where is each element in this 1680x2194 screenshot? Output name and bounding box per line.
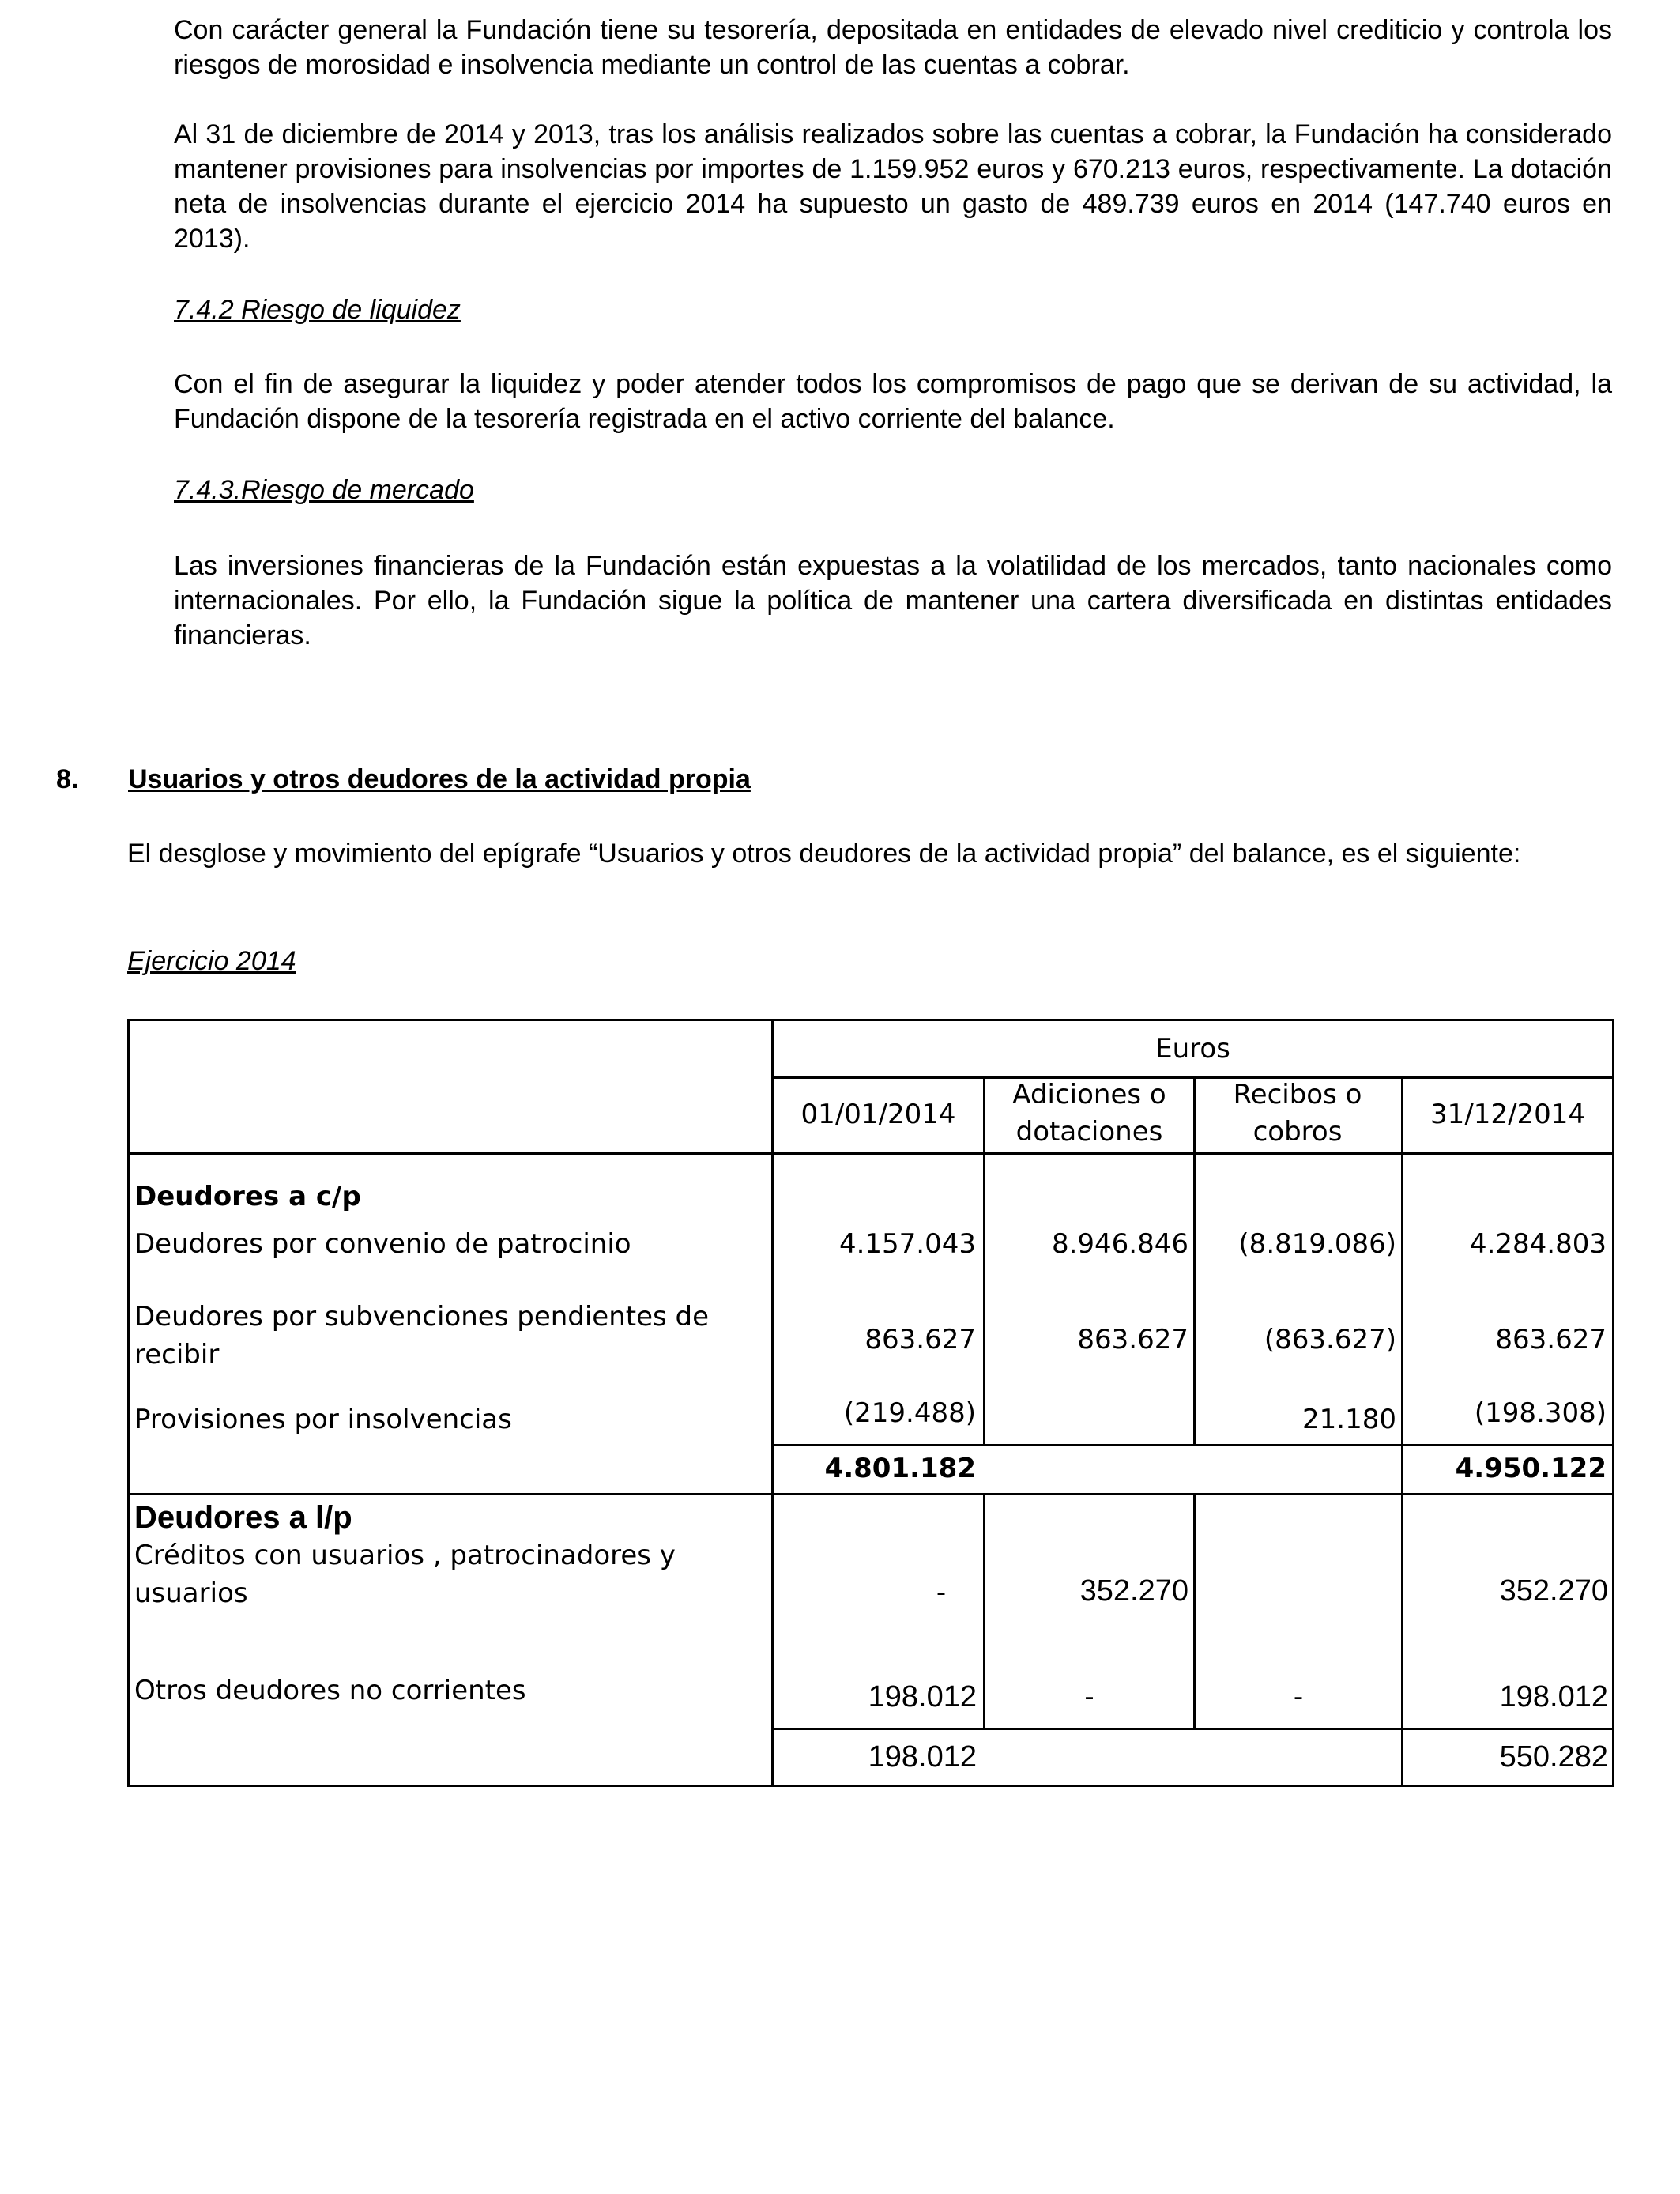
header-col-opening: 01/01/2014 [800, 1099, 956, 1130]
cp-row1-receipts: (8.819.086) [1238, 1228, 1396, 1260]
cp-row1-closing: 4.284.803 [1469, 1228, 1607, 1260]
section-number: 8. [56, 764, 79, 794]
cp-row2-closing: 863.627 [1495, 1324, 1607, 1355]
col3-left-line-header [1193, 1076, 1196, 1152]
header-euros: Euros [1155, 1033, 1230, 1065]
cp-row1-additions: 8.946.846 [1051, 1228, 1188, 1260]
debtors-table [127, 1019, 1614, 1787]
cp-section-title: Deudores a c/p [134, 1181, 361, 1212]
lp-subtotal-top-line [771, 1728, 1614, 1730]
cp-total-closing: 4.950.122 [1455, 1453, 1607, 1484]
table-border-left [127, 1019, 130, 1787]
lp-row2-label: Otros deudores no corrientes [134, 1675, 526, 1706]
lp-row2-opening: 198.012 [868, 1680, 977, 1713]
cp-row2-receipts: (863.627) [1264, 1324, 1396, 1355]
lp-total-closing: 550.282 [1499, 1740, 1608, 1774]
ejercicio-label: Ejercicio 2014 [127, 946, 296, 976]
section-8-heading [56, 762, 925, 797]
header-col-receipts: Recibos o cobros [1233, 1079, 1362, 1148]
lp-row1-additions: 352.270 [1079, 1574, 1188, 1608]
header-col-closing: 31/12/2014 [1430, 1099, 1585, 1130]
cp-row1-opening: 4.157.043 [838, 1228, 976, 1260]
cp-row2-label: Deudores por subvenciones pendientes de recibir [134, 1301, 710, 1370]
subheading-market-risk: 7.4.3.Riesgo de mercado [174, 475, 474, 505]
cp-row3-receipts: 21.180 [1302, 1404, 1396, 1435]
paragraph-market: Las inversiones financieras de la Fundación están expuestas a la volatilidad de los mercados, tanto nacionales como internacionales. Por ello, la Fundación sigue la política de mantener una cartera diversificada en distintas entidades financieras. [174, 551, 1612, 650]
table-border-right [1612, 1019, 1614, 1787]
lp-total-opening: 198.012 [868, 1740, 977, 1774]
paragraph-liquidity: Con el fin de asegurar la liquidez y poder atender todos los compromisos de pago que se derivan de su actividad, la Fundación dispone de la tesorería registrada en el activo corriente del balance. [174, 369, 1612, 434]
cp-row3-opening: (219.488) [843, 1397, 976, 1429]
cp-section-bottom-line [127, 1493, 1614, 1495]
table-border-bottom [127, 1785, 1614, 1787]
paragraph-credit-risk: Con carácter general la Fundación tiene su tesorería, depositada en entidades de elevado nivel crediticio y controla los riesgos de morosidad e insolvencia mediante un control de las cuentas a cobrar. [174, 15, 1612, 80]
lp-row1-closing: 352.270 [1499, 1574, 1608, 1608]
cp-subtotal-top-line [771, 1444, 1614, 1446]
cp-row1-label: Deudores por convenio de patrocinio [134, 1228, 631, 1260]
lp-row2-additions: - [1084, 1681, 1094, 1713]
cp-row3-closing: (198.308) [1474, 1397, 1607, 1429]
subheading-liquidity-risk: 7.4.2 Riesgo de liquidez [174, 295, 461, 325]
table-border-top [127, 1019, 1614, 1021]
lp-row1-opening: - [936, 1577, 947, 1608]
header-bottom-line [127, 1152, 1614, 1155]
lp-row1-label: Créditos con usuarios , patrocinadores y usuarios [134, 1540, 676, 1609]
cp-total-opening: 4.801.182 [824, 1453, 976, 1484]
cp-row3-label: Provisiones por insolvencias [134, 1404, 512, 1435]
cp-row2-additions: 863.627 [1077, 1324, 1188, 1355]
cp-row2-opening: 863.627 [864, 1324, 976, 1355]
header-col-additions: Adiciones o dotaciones [1012, 1079, 1166, 1148]
lp-row2-receipts: - [1293, 1681, 1304, 1713]
paragraph-provisions: Al 31 de diciembre de 2014 y 2013, tras los análisis realizados sobre las cuentas a cobrar, la Fundación ha considerado mantener provisiones para insolvencias por importes de 1.159.952 euros y 670.213 euros, respectivamente. La dotación neta de insolvencias durante el ejercicio 2014 ha supuesto un gasto de 489.739 euros en 2014 (147.740 euros en 2013). [174, 119, 1612, 254]
lp-row2-closing: 198.012 [1499, 1680, 1608, 1713]
section-intro: El desglose y movimiento del epígrafe “Usuarios y otros deudores de la actividad propia” del balance, es el siguiente: [127, 839, 1521, 869]
col2-left-line-cp [983, 1152, 985, 1444]
section-title: Usuarios y otros deudores de la actividad propia [128, 764, 751, 794]
lp-section-title: Deudores a l/p [134, 1500, 352, 1535]
